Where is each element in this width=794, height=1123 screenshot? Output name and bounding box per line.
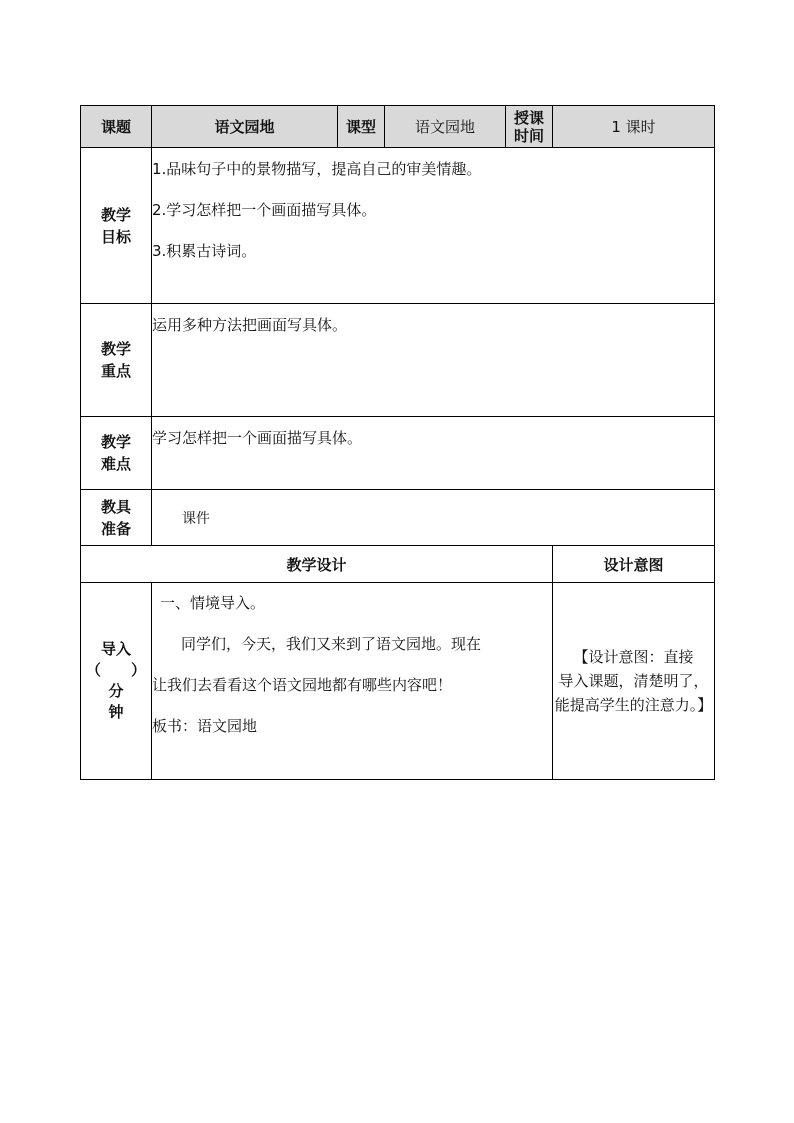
intro-board-text: 板书：语文园地 <box>152 717 258 735</box>
intro-intent <box>553 583 715 780</box>
goals-content <box>152 148 715 304</box>
intro-label-line2: （ ）分 <box>85 661 146 700</box>
key-points-label <box>81 304 152 417</box>
materials-label <box>81 490 152 546</box>
goal-item-2: 2.学习怎样把一个画面描写具体。 <box>152 201 377 219</box>
goals-label <box>81 148 152 304</box>
materials-label-line2: 准备 <box>100 519 131 538</box>
intent-header: 设计意图 <box>553 546 715 583</box>
intro-label-line1: 导入 <box>100 640 131 658</box>
intro-intent-line3: 能提高学生的注意力。】 <box>554 696 713 714</box>
goal-item-3: 3.积累古诗词。 <box>152 242 257 260</box>
difficulties-label-line1: 教学 <box>100 433 131 451</box>
type-value: 语文园地 <box>385 106 506 148</box>
key-points-label-line2: 重点 <box>100 362 131 380</box>
key-points-text: 运用多种方法把画面写具体。 <box>152 316 348 334</box>
design-header: 教学设计 <box>81 546 553 583</box>
difficulties-label-line2: 难点 <box>100 455 131 473</box>
lesson-plan-table <box>80 105 715 780</box>
materials-text: 课件 <box>152 490 715 546</box>
intro-label-line3: 钟 <box>108 703 124 721</box>
intro-row <box>81 583 715 780</box>
intro-para-line1: 同学们，今天，我们又来到了语文园地。现在 <box>181 635 482 653</box>
topic-label: 课题 <box>81 106 152 148</box>
goal-item-1: 1.品味句子中的景物描写，提高自己的审美情趣。 <box>152 160 482 178</box>
key-points-row <box>81 304 715 417</box>
intro-intent-line2: 导入课题，清楚明了， <box>558 672 709 690</box>
time-value: 1 课时 <box>553 106 715 148</box>
intro-step-title: 一、情境导入。 <box>160 594 266 612</box>
intro-para-line2: 让我们去看看这个语文园地都有哪些内容吧！ <box>152 676 453 694</box>
difficulties-row <box>81 417 715 490</box>
key-points-label-line1: 教学 <box>100 340 131 358</box>
goals-label-line2: 目标 <box>100 227 131 246</box>
header-row <box>81 106 715 148</box>
intro-content <box>152 583 553 780</box>
type-label: 课型 <box>338 106 385 148</box>
materials-row <box>81 490 715 546</box>
key-points-content <box>152 304 715 417</box>
intro-label <box>81 583 152 780</box>
topic-value: 语文园地 <box>152 106 338 148</box>
goals-row <box>81 148 715 304</box>
materials-label-line1: 教具 <box>100 497 131 516</box>
time-label <box>506 106 553 148</box>
design-header-row <box>81 546 715 583</box>
difficulties-label <box>81 417 152 490</box>
time-label-line1: 授课 <box>513 108 544 127</box>
difficulties-content <box>152 417 715 490</box>
difficulties-text: 学习怎样把一个画面描写具体。 <box>152 429 363 447</box>
intro-intent-line1: 【设计意图：直接 <box>573 648 694 666</box>
goals-label-line1: 教学 <box>100 205 131 224</box>
time-label-line2: 时间 <box>513 126 544 145</box>
